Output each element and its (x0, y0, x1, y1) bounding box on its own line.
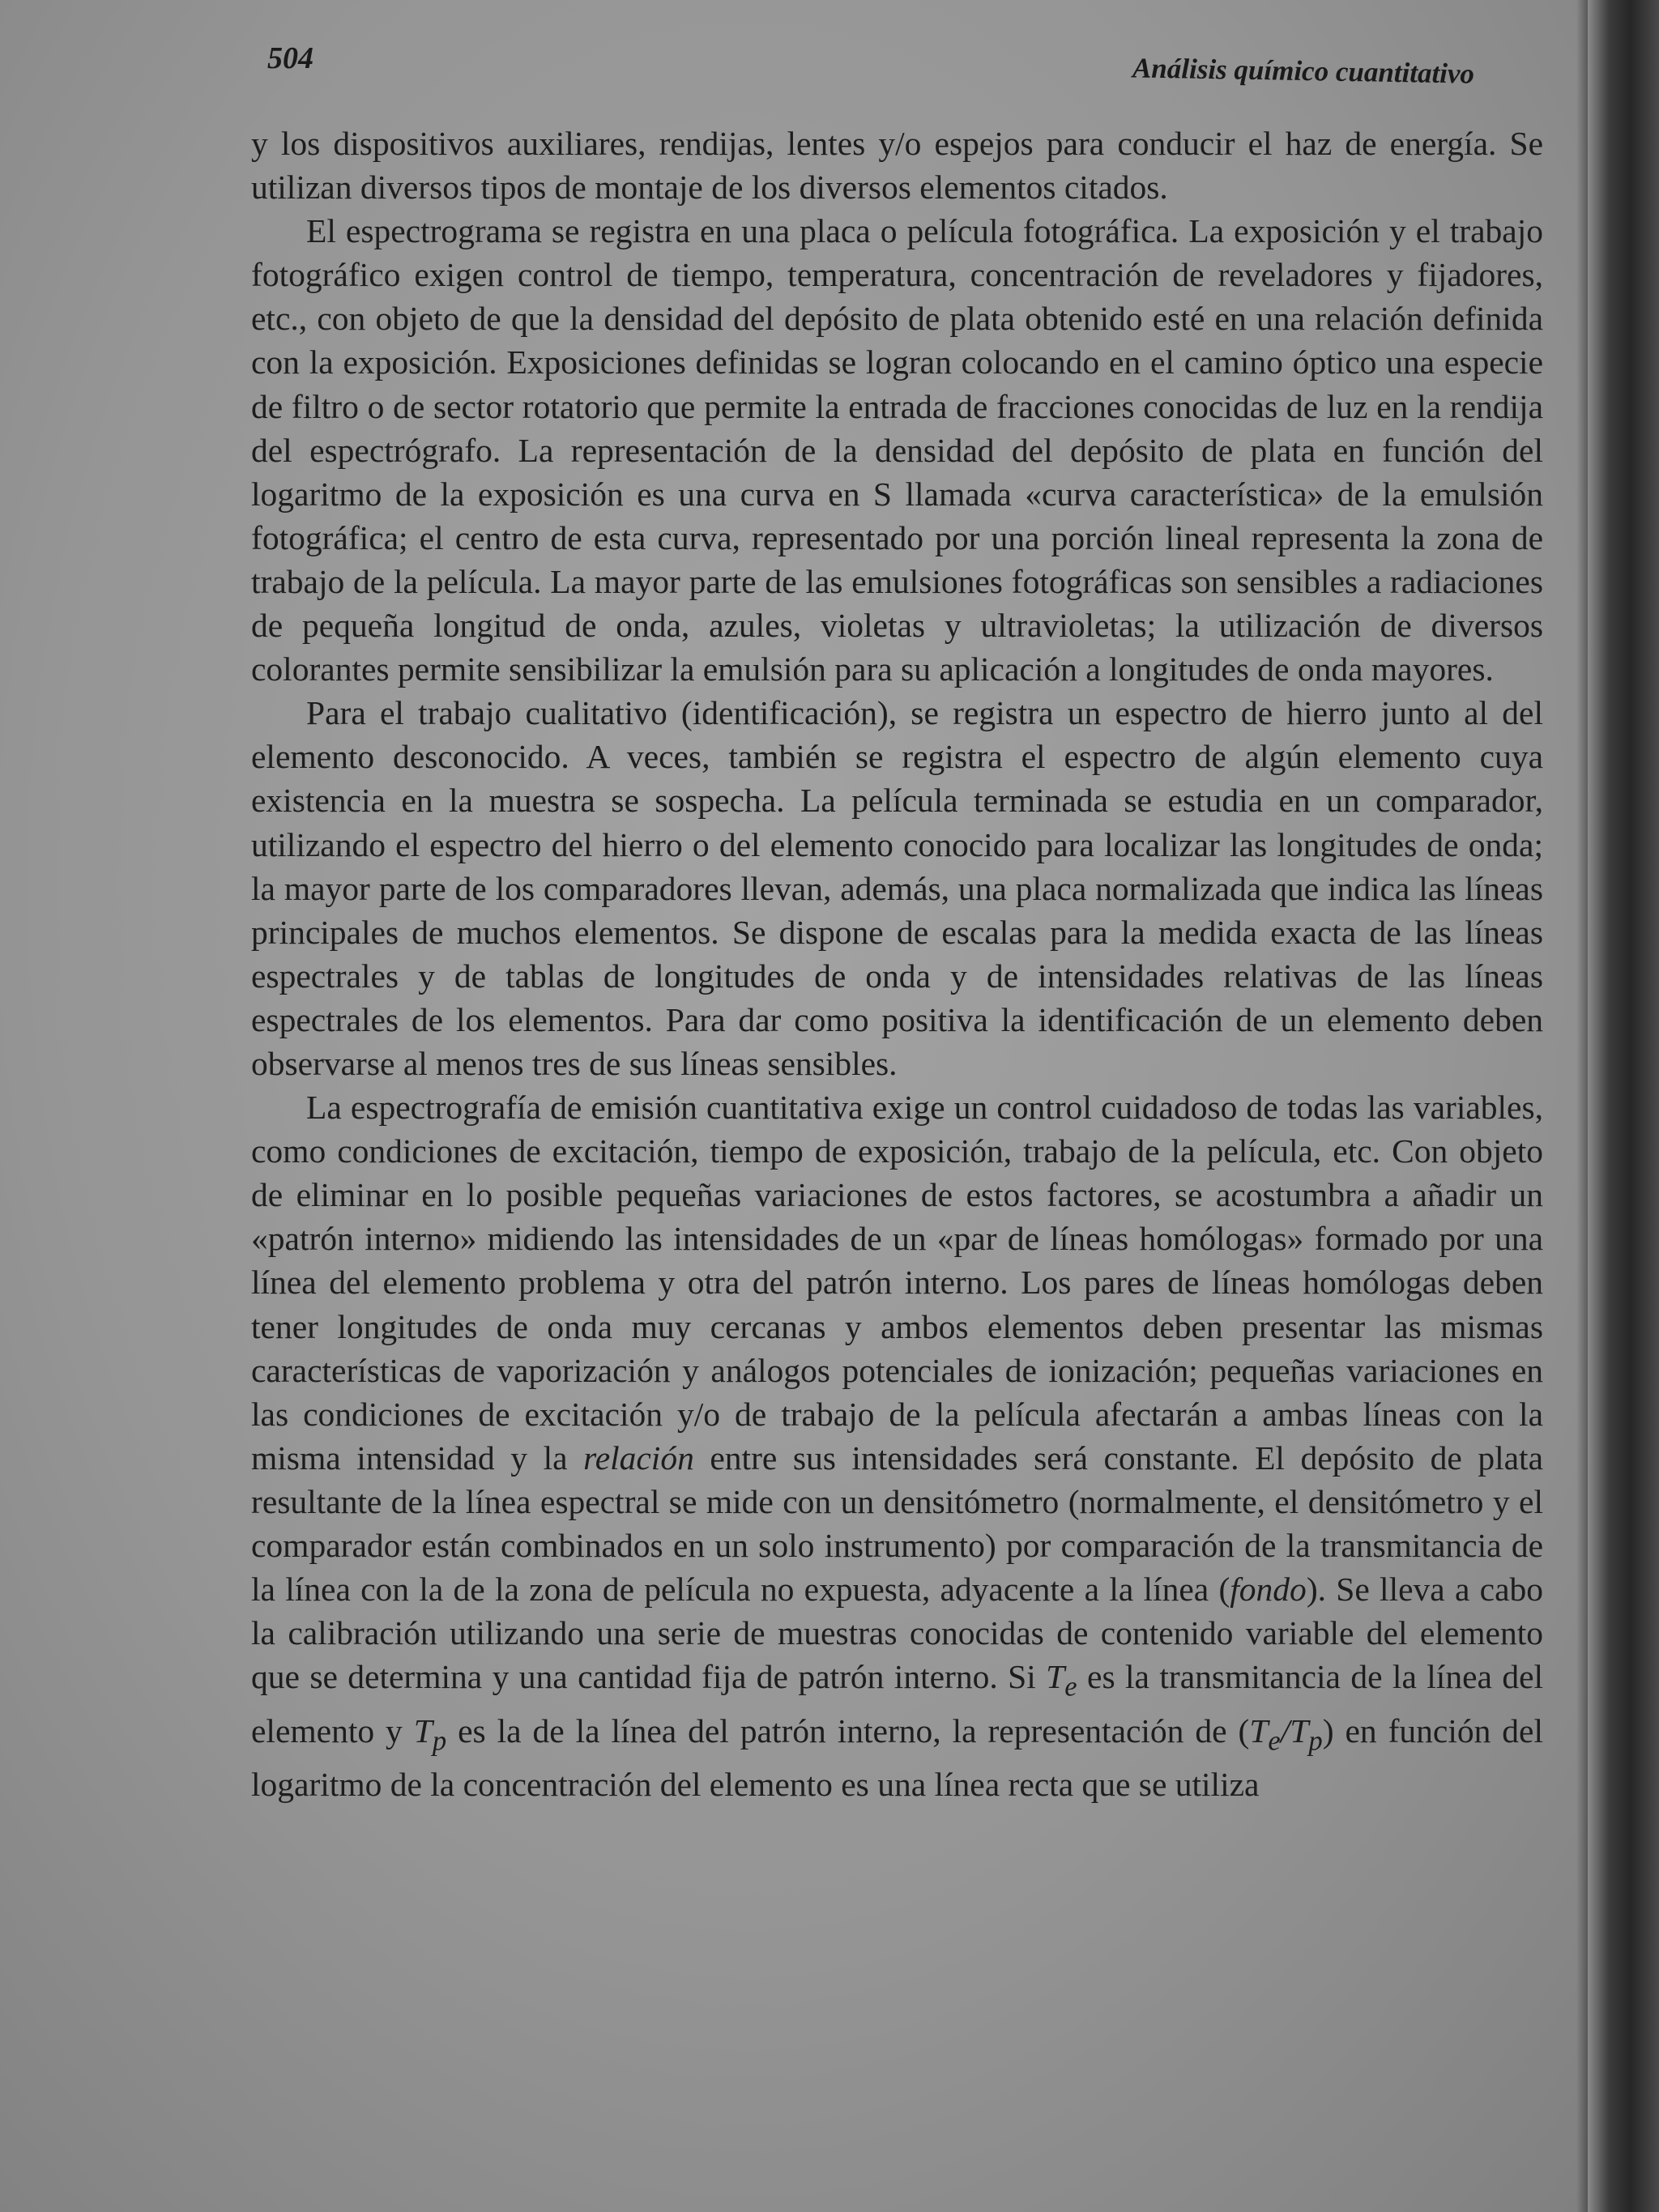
text-run: ). Se lleva a cabo la calibración utilizando una serie de muestras conocidas de contenido variable del elemento que se determina y una cantidad fija de patrón interno. Si (251, 1571, 1543, 1696)
page-number: 504 (267, 41, 313, 75)
text-run: ) en función del logaritmo de la concentración del elemento es una línea recta que se utiliza (251, 1711, 1543, 1804)
ratio-te-tp: $T_e/T_p$ (1249, 1711, 1323, 1756)
paragraph-continuation: y los dispositivos auxiliares, rendijas, lentes y/o espejos para conducir el haz de energía. Se utilizan diversos tipos de montaje de los diversos elementos citados. (251, 125, 1543, 207)
italic-term-fondo: fondo (1230, 1571, 1307, 1609)
paragraph-emulsion: El espectrograma se registra en una placa o película fotográfica. La exposición y el trabajo fotográfico exigen control de tiempo, temperatura, concentración de reveladores y fijadores, etc., con objeto de que la densidad del depósito de plata obtenido esté en una relación definida con la exposición. Exposiciones definidas se logran colocando en el camino óptico una especie de filtro o de sector rotatorio que permite la entrada de fracciones conocidas de luz en la rendija del espectrógrafo. La representación de la densidad del depósito de plata en función del logaritmo de la exposición es una curva en S llamada «curva característica» de la emulsión fotográfica; el centro de esta curva, representado por una porción lineal representa la zona de trabajo de la película. La mayor parte de las emulsiones fotográficas son sensibles a radiaciones de pequeña longitud de onda, azules, violetas y ultravioletas; la utilización de diversos colorantes permite sensibilizar la emulsión para su aplicación a longitudes de onda mayores. (251, 212, 1543, 688)
text-run: La espectrografía de emisión cuantitativa exige un control cuidadoso de todas las variables, como condiciones de excitación, tiempo de exposición, trabajo de la película, etc. Con objeto de eliminar en lo posible pequeñas variaciones de estos factores, se acostumbra a añadir un «patrón interno» midiendo las intensidades de un «par de líneas homólogas» formado por una línea del elemento problema y otra del patrón interno. Los pares de líneas homólogas deben tener longitudes de onda muy cercanas y ambos elementos deben presentar las mismas características de vaporización y análogos potenciales de ionización; pequeñas variaciones en las condiciones de excitación y/o de trabajo de la película afectarán a ambas líneas con la misma intensidad y la (251, 1089, 1543, 1477)
text-run: es la de la línea del patrón interno, la representación de ( (458, 1711, 1250, 1750)
gutter-shadow (1576, 0, 1588, 2212)
variable-t-e: $T_e$ (1046, 1658, 1077, 1703)
running-title: Análisis químico cuantitativo (1132, 52, 1475, 90)
paragraph-quantitative (251, 1085, 1543, 1806)
text-run: es la transmitancia de la línea del elemento y (251, 1658, 1544, 1750)
italic-term-relacion: relación (583, 1438, 694, 1477)
variable-t-p: $T_p$ (413, 1711, 447, 1756)
text-run: entre sus intensidades será constante. El depósito de plata resultante de la línea espectral se mide con un densitómetro (normalmente, el densitómetro y el comparador están combinados en un solo instrumento) por comparación de la transmitancia de la línea con la de la zona de película no expuesta, adyacente a la línea ( (251, 1438, 1543, 1609)
paragraph-qualitative: Para el trabajo cualitativo (identificación), se registra un espectro de hierro junto al del elemento desconocido. A veces, también se registra el espectro de algún elemento cuya existencia en la muestra se sospecha. La película terminada se estudia en un comparador, utilizando el espectro del hierro o del elemento conocido para localizar las longitudes de onda; la mayor parte de los comparadores llevan, además, una placa normalizada que indica las líneas principales de muchos elementos. Se dispone de escalas para la medida exacta de las líneas espectrales y de tablas de longitudes de onda y de intensidades relativas de las líneas espectrales de los elementos. Para dar como positiva la identificación de un elemento deben observarse al menos tres de sus líneas sensibles. (251, 694, 1543, 1082)
book-gutter (1588, 0, 1659, 2212)
body-text (251, 121, 1543, 1806)
